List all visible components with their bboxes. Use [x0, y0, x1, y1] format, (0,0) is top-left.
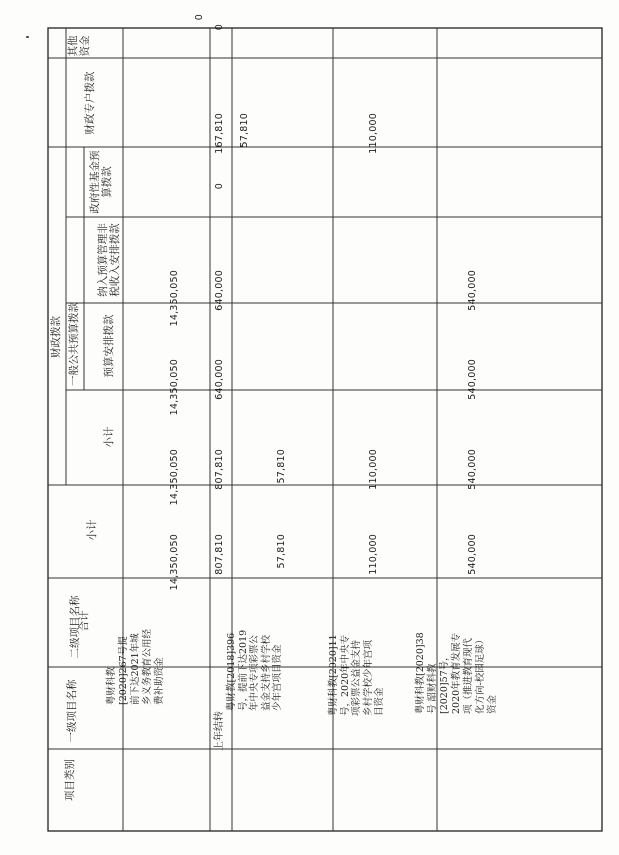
- header-project-type: 项目类别: [64, 759, 76, 801]
- row-4-fiscal-subtotal: 540,000: [467, 449, 478, 490]
- header-nontax-income: 纳入预算管理非税收入安排拨款: [97, 223, 121, 297]
- row-1-other: 0: [194, 14, 205, 21]
- row-3-gov-fund: 110,000: [368, 113, 379, 154]
- header-fiscal-subtotal: 小计: [86, 519, 98, 541]
- row-0-gpb-subtotal: 14,350,050: [169, 359, 180, 416]
- header-gov-fund-budget: 政府性基金预算拨款: [89, 150, 113, 214]
- row-2-level2: 粤财教[2018]396号，提前下达2019年中央专项彩票公益金支持乡村学校少年宫项目资金: [226, 629, 283, 711]
- header-level2-name: 二级项目名称: [69, 595, 81, 659]
- row-2-total: 57,810: [276, 534, 287, 569]
- row-4-budget-arranged: 540,000: [467, 270, 478, 311]
- row-1-special-account: 0: [214, 24, 225, 31]
- header-general-public-budget: 一般公共预算拨款: [68, 302, 80, 386]
- row-1-nontax: 0: [214, 183, 225, 190]
- row-3-total: 110,000: [368, 534, 379, 575]
- header-level1-name: 一级项目名称: [66, 679, 78, 743]
- row-1-budget-arranged: 640,000: [214, 270, 225, 311]
- header-budget-arranged: 预算安排拨款: [103, 314, 115, 378]
- row-4-total: 540,000: [467, 534, 478, 575]
- row-2-fiscal-subtotal: 57,810: [276, 449, 287, 484]
- header-other-funds: 其他资金: [67, 35, 91, 57]
- row-1-level1: 上年结转: [214, 711, 225, 751]
- row-4-gpb-subtotal: 540,000: [467, 359, 478, 400]
- row-1-gov-fund: 167,810: [214, 113, 225, 154]
- header-gpb-subtotal: 小计: [103, 426, 115, 448]
- row-2-gov-fund: 57,810: [239, 113, 250, 148]
- row-1-total: 807,810: [214, 534, 225, 575]
- header-fiscal-allocation: 财政拨款: [50, 316, 62, 358]
- row-0-fiscal-subtotal: 14,350,050: [169, 449, 180, 506]
- row-4-level2: 粤财科教[2020]38号 韶财科教[2020]57号，2020年教育发展专项（推进教育现代化方向-校园足球）资金: [415, 632, 498, 714]
- row-0-total: 14,350,050: [169, 534, 180, 591]
- row-1-gpb-subtotal: 640,000: [214, 359, 225, 400]
- row-3-level2: 粤财科教[2020]11号，2020年中央专项彩票公益金支持乡村学校少年宫项目资金: [328, 634, 385, 716]
- row-0-budget-arranged: 14,350,050: [169, 270, 180, 327]
- row-3-fiscal-subtotal: 110,000: [368, 449, 379, 490]
- header-fiscal-special-account: 财政专户拨款: [84, 71, 96, 135]
- row-0-level2: 粤财科教[2020]267号提前下达2021年城乡义务教育公用经费补助资金: [106, 628, 165, 705]
- header-total: 合计: [78, 610, 90, 632]
- row-1-fiscal-subtotal: 807,810: [214, 449, 225, 490]
